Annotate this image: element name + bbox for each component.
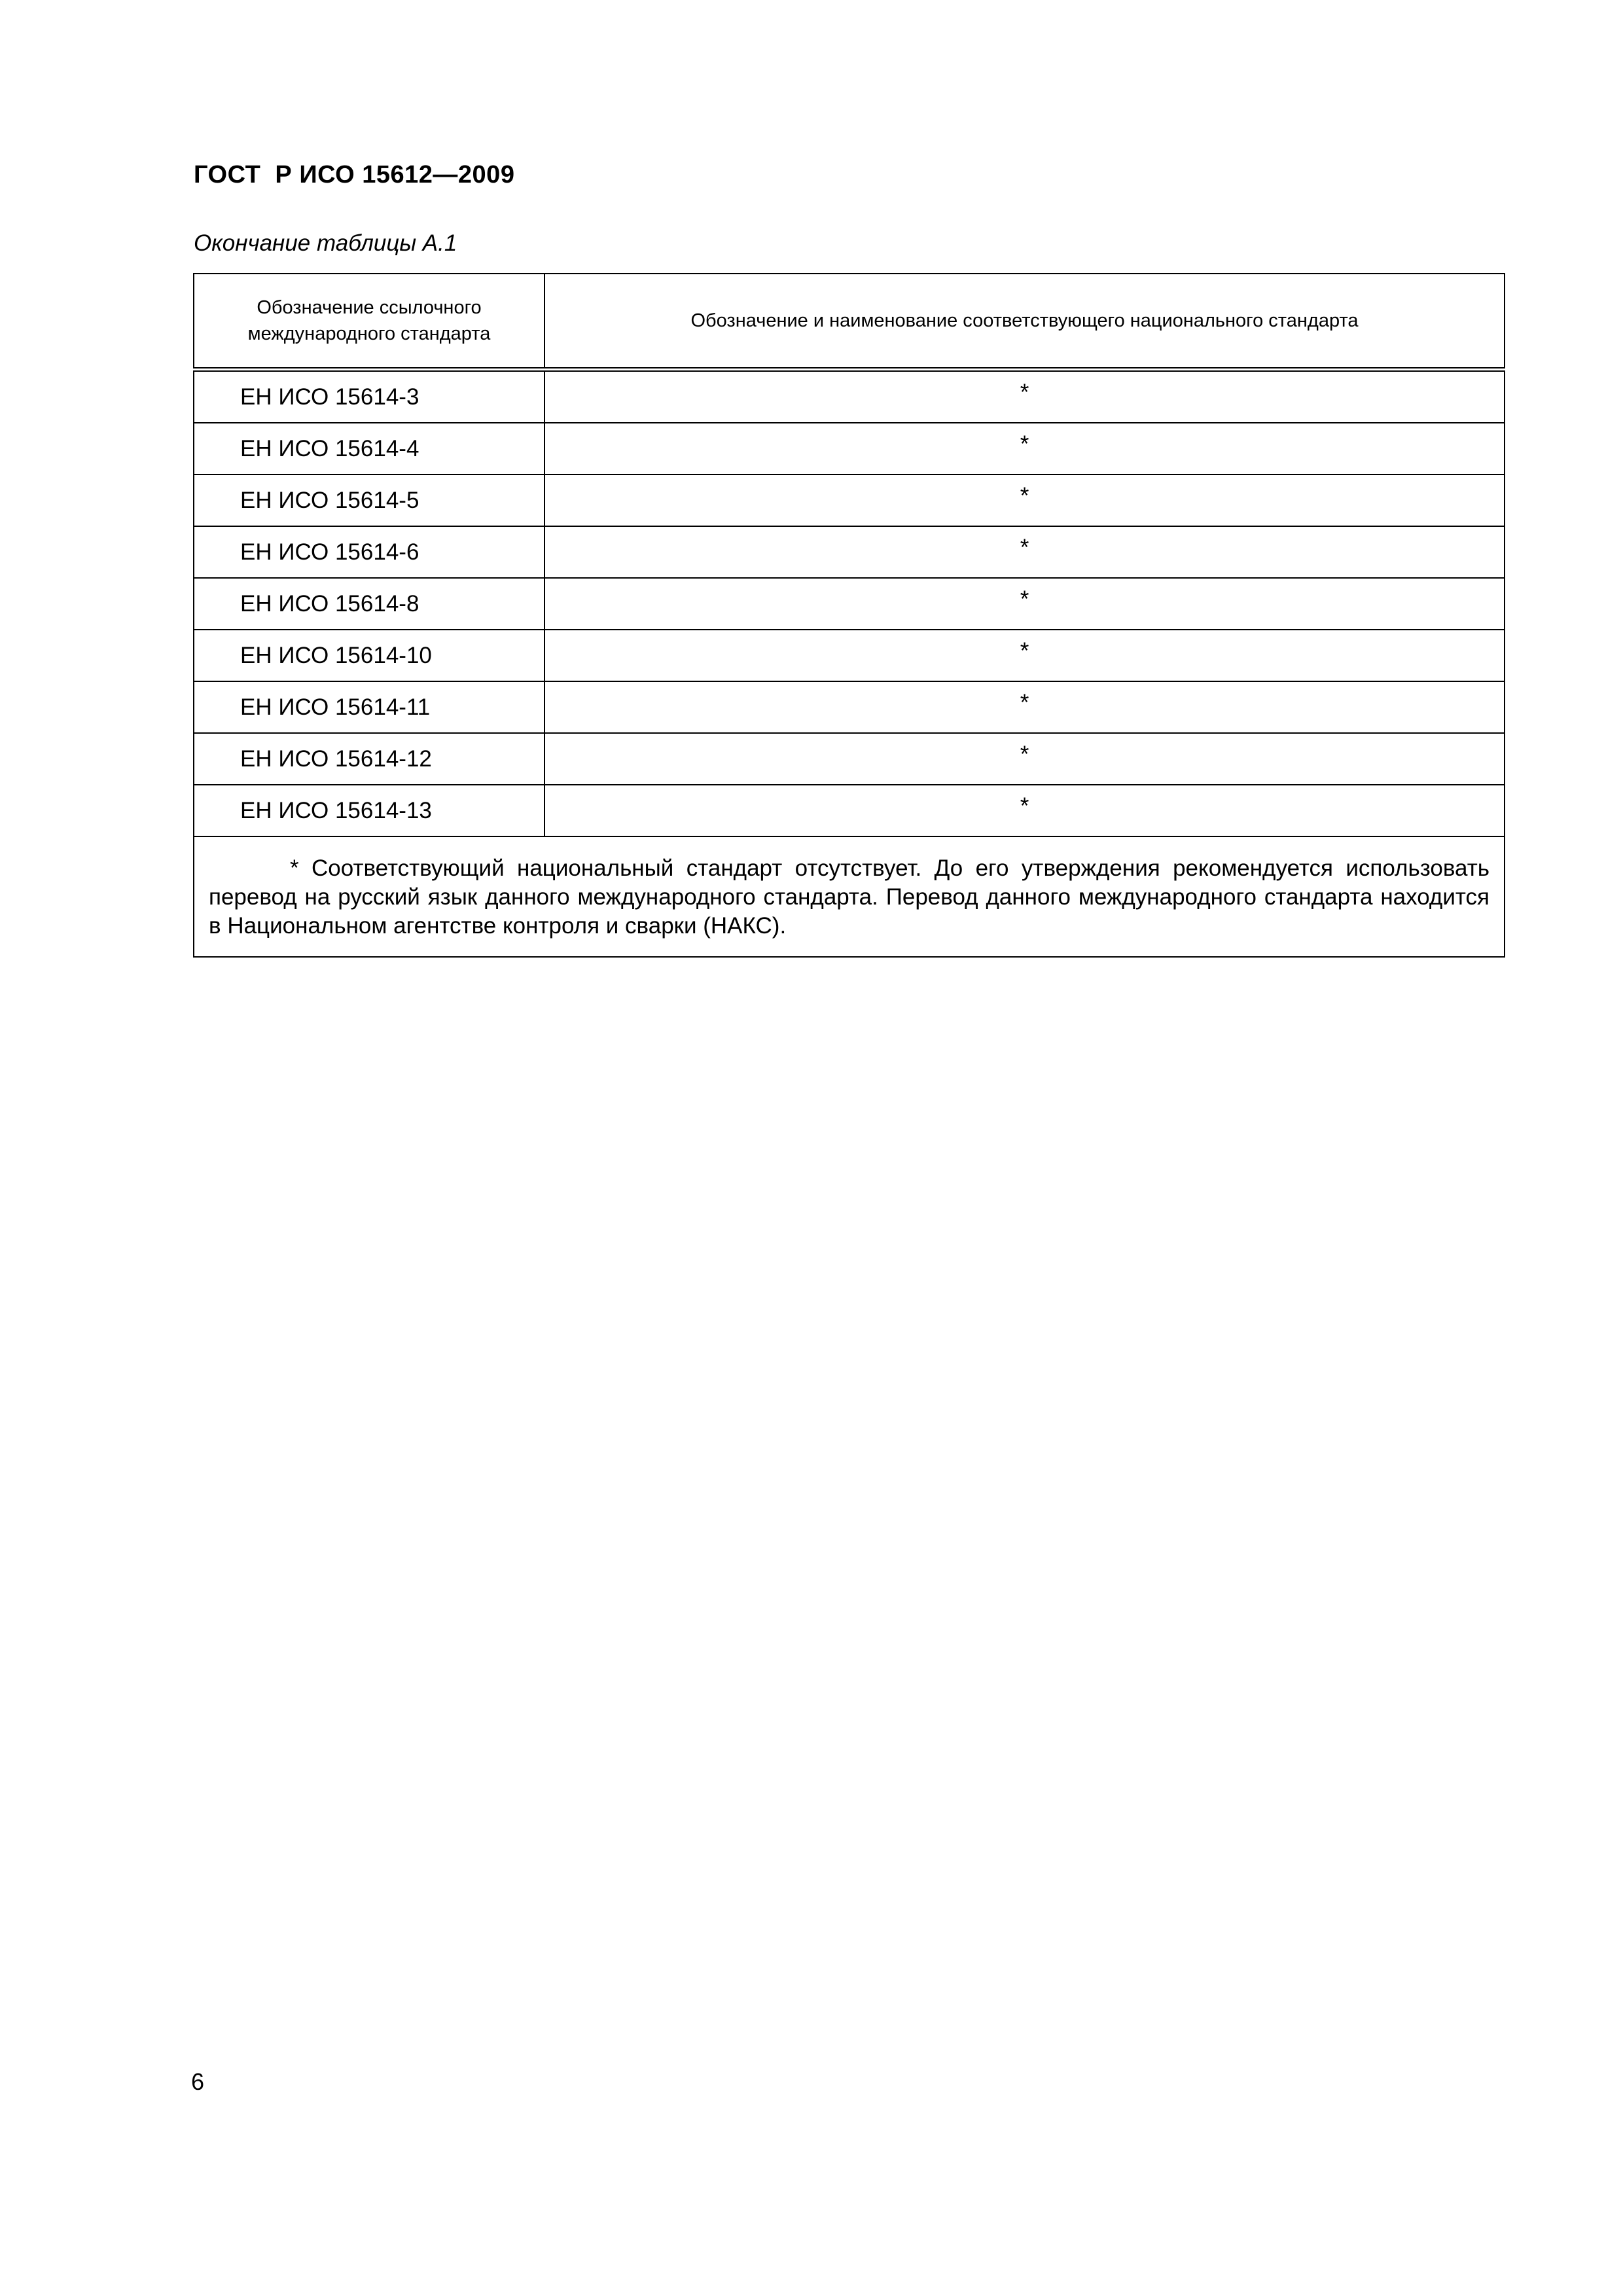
table-row — [194, 785, 1505, 836]
table-footnote: * Соответствующий национальный стандарт отсутствует. До его утверждения рекомендуется использовать перевод на русский язык данного международного стандарта. Перевод данного международного стандарта находится в Национальном агентстве контроля и сварки (НАКС). — [209, 855, 1489, 939]
table-header-row — [194, 274, 1505, 370]
table-row — [194, 681, 1505, 733]
international-standard-code: ЕН ИСО 15614-5 — [194, 475, 544, 526]
international-standard-code: ЕН ИСО 15614-4 — [194, 423, 544, 475]
standards-table — [193, 273, 1505, 958]
table-row — [194, 733, 1505, 785]
table-row — [194, 526, 1505, 578]
table-row — [194, 578, 1505, 630]
international-standard-code: ЕН ИСО 15614-12 — [194, 733, 544, 785]
page-number: 6 — [191, 2068, 205, 2095]
column-header-national: Обозначение и наименование соответствующего национального стандарта — [544, 274, 1505, 370]
table-footnote-row — [194, 836, 1505, 957]
international-standard-code: ЕН ИСО 15614-8 — [194, 578, 544, 630]
international-standard-code: ЕН ИСО 15614-10 — [194, 630, 544, 681]
national-standard-cell: * — [544, 785, 1505, 836]
international-standard-code: ЕН ИСО 15614-3 — [194, 370, 544, 423]
column-header-international: Обозначение ссылочного международного стандарта — [194, 274, 544, 370]
document-header: ГОСТ Р ИСО 15612—2009 — [194, 161, 515, 188]
international-standard-code: ЕН ИСО 15614-11 — [194, 681, 544, 733]
table-footnote-cell — [194, 836, 1505, 957]
table-row — [194, 475, 1505, 526]
national-standard-cell: * — [544, 475, 1505, 526]
national-standard-cell: * — [544, 423, 1505, 475]
national-standard-cell: * — [544, 578, 1505, 630]
national-standard-cell: * — [544, 733, 1505, 785]
national-standard-cell: * — [544, 630, 1505, 681]
international-standard-code: ЕН ИСО 15614-13 — [194, 785, 544, 836]
international-standard-code: ЕН ИСО 15614-6 — [194, 526, 544, 578]
national-standard-cell: * — [544, 370, 1505, 423]
table-caption: Окончание таблицы А.1 — [194, 230, 457, 256]
table-row — [194, 423, 1505, 475]
national-standard-cell: * — [544, 526, 1505, 578]
table-row — [194, 370, 1505, 423]
national-standard-cell: * — [544, 681, 1505, 733]
table-row — [194, 630, 1505, 681]
